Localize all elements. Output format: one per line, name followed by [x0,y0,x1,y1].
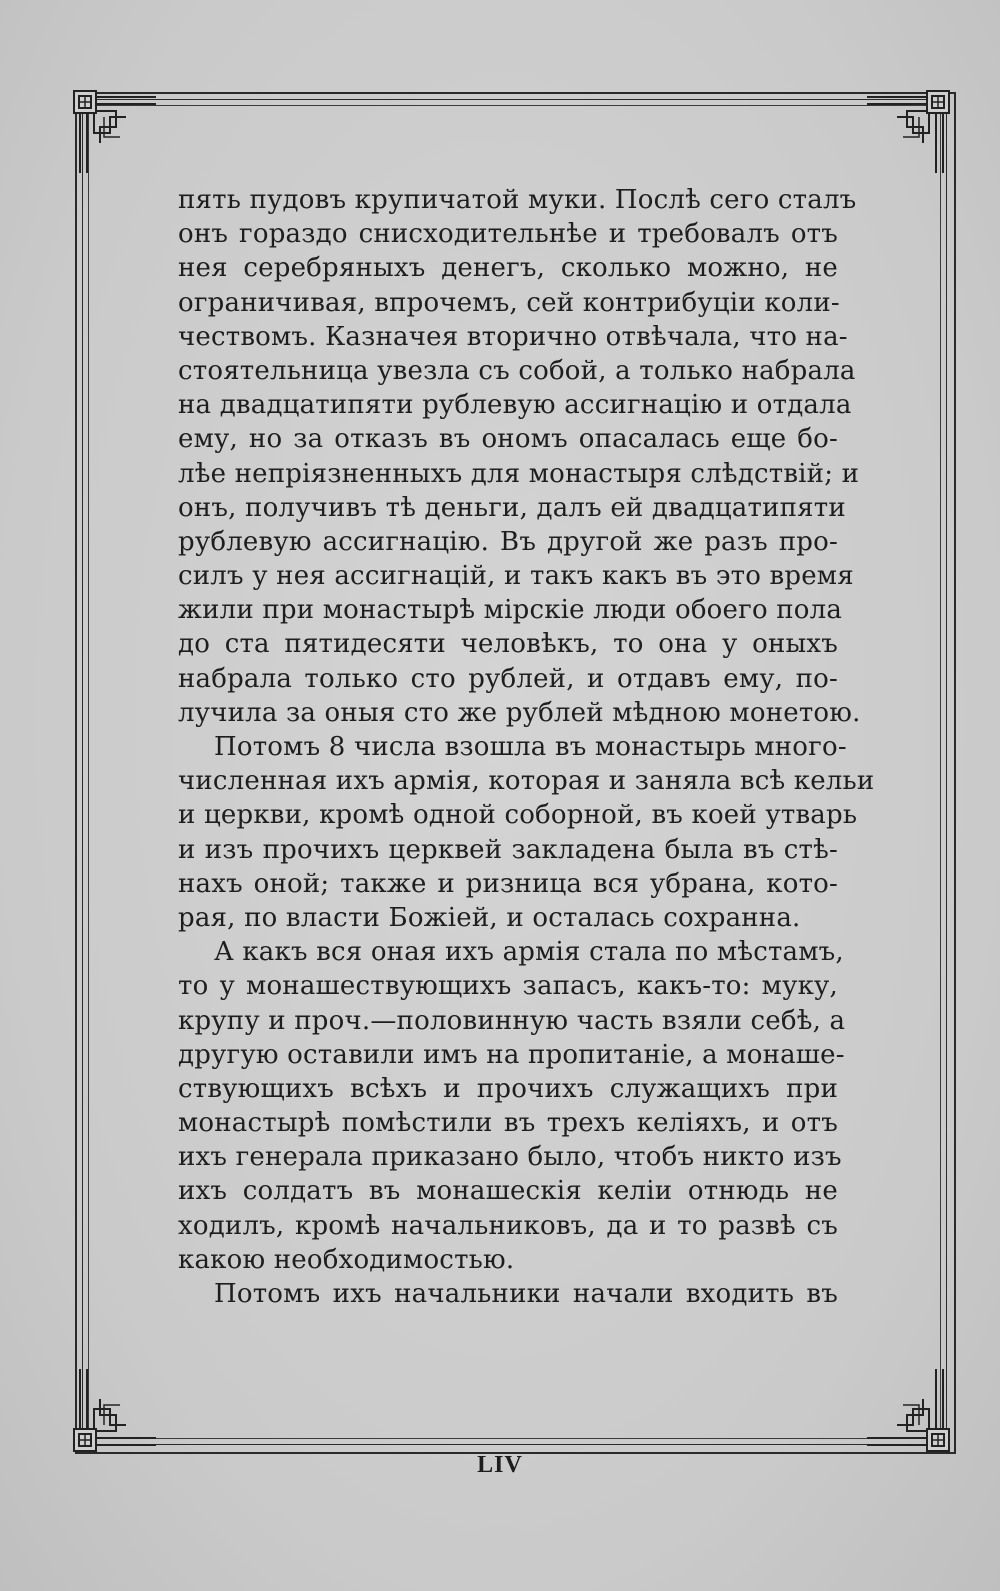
text-line: А какъ вся оная ихъ армія стала по мѣстамъ, [214,937,844,968]
body-text [178,183,875,1311]
text-line: нея серебряныхъ денегъ, сколько можно, не [178,253,838,284]
text-line: лѣе непріязненныхъ для монастыря слѣдствій; и [178,458,860,489]
corner-ornament-bottom-right [863,1365,953,1455]
text-line: крупу и проч.—половинную часть взяли себѣ, а [178,1005,846,1036]
text-line: нахъ оной; также и ризница вся убрана, кото- [178,868,838,899]
corner-ornament-top-right [863,87,953,177]
text-line: стоятельница увезла съ собой, а только набрала [178,355,856,386]
text-line: рублевую ассигнацію. Въ другой же разъ про- [178,526,838,557]
text-line: ходилъ, кромѣ начальниковъ, да и то развѣ съ [178,1210,838,1241]
text-line: жили при монастырѣ мірскіе люди обоего пола [178,595,843,626]
text-line: ограничивая, впрочемъ, сей контрибуціи коли- [178,287,840,318]
text-line: ему, но за отказъ въ ономъ опасалась еще бо- [178,424,838,455]
corner-ornament-bottom-left [70,1365,160,1455]
text-line: Потомъ ихъ начальники начали входить въ [214,1279,838,1309]
text-line: онъ гораздо снисходительнѣе и требовалъ отъ [178,219,838,250]
text-line: силъ у нея ассигнацій, и такъ какъ въ это время [178,561,854,592]
text-line: набрала только сто рублей, и отдавъ ему, по- [178,663,838,694]
text-line: ихъ генерала приказано было, чтобъ никто изъ [178,1142,842,1173]
text-line: лучила за оныя сто же рублей мѣдною монетою. [178,697,861,728]
text-line: ихъ солдатъ въ монашескія келіи отнюдь не [178,1176,838,1207]
text-line: на двадцатипяти рублевую ассигнацію и отдала [178,390,852,421]
text-line: ствующихъ всѣхъ и прочихъ служащихъ при [178,1073,838,1104]
text-line: онъ, получивъ тѣ деньги, далъ ей двадцатипяти [178,492,846,523]
text-line: рая, по власти Божіей, и осталась сохранна. [178,902,801,933]
text-line: пять пудовъ крупичатой муки. Послѣ сего сталъ [178,185,857,215]
text-line: и изъ прочихъ церквей закладена была въ стѣ- [178,834,838,865]
page-number: LIV [477,1452,523,1478]
text-line: Потомъ 8 числа взошла въ монастырь много- [214,732,847,762]
text-line: какою необходимостью. [178,1244,515,1275]
text-line: и церкви, кромѣ одной соборной, въ коей утварь [178,800,858,831]
text-line: до ста пятидесяти человѣкъ, то она у оныхъ [178,629,838,660]
text-line: другую оставили имъ на пропитаніе, а монаше- [178,1039,845,1070]
text-line: чествомъ. Казначея вторично отвѣчала, что на- [178,321,848,352]
text-line: монастырѣ помѣстили въ трехъ келіяхъ, и отъ [178,1108,838,1139]
text-line: то у монашествующихъ запасъ, какъ-то: муку, [178,971,838,1002]
text-line: численная ихъ армія, которая и заняла всѣ кельи [178,766,875,797]
corner-ornament-top-left [70,87,160,177]
